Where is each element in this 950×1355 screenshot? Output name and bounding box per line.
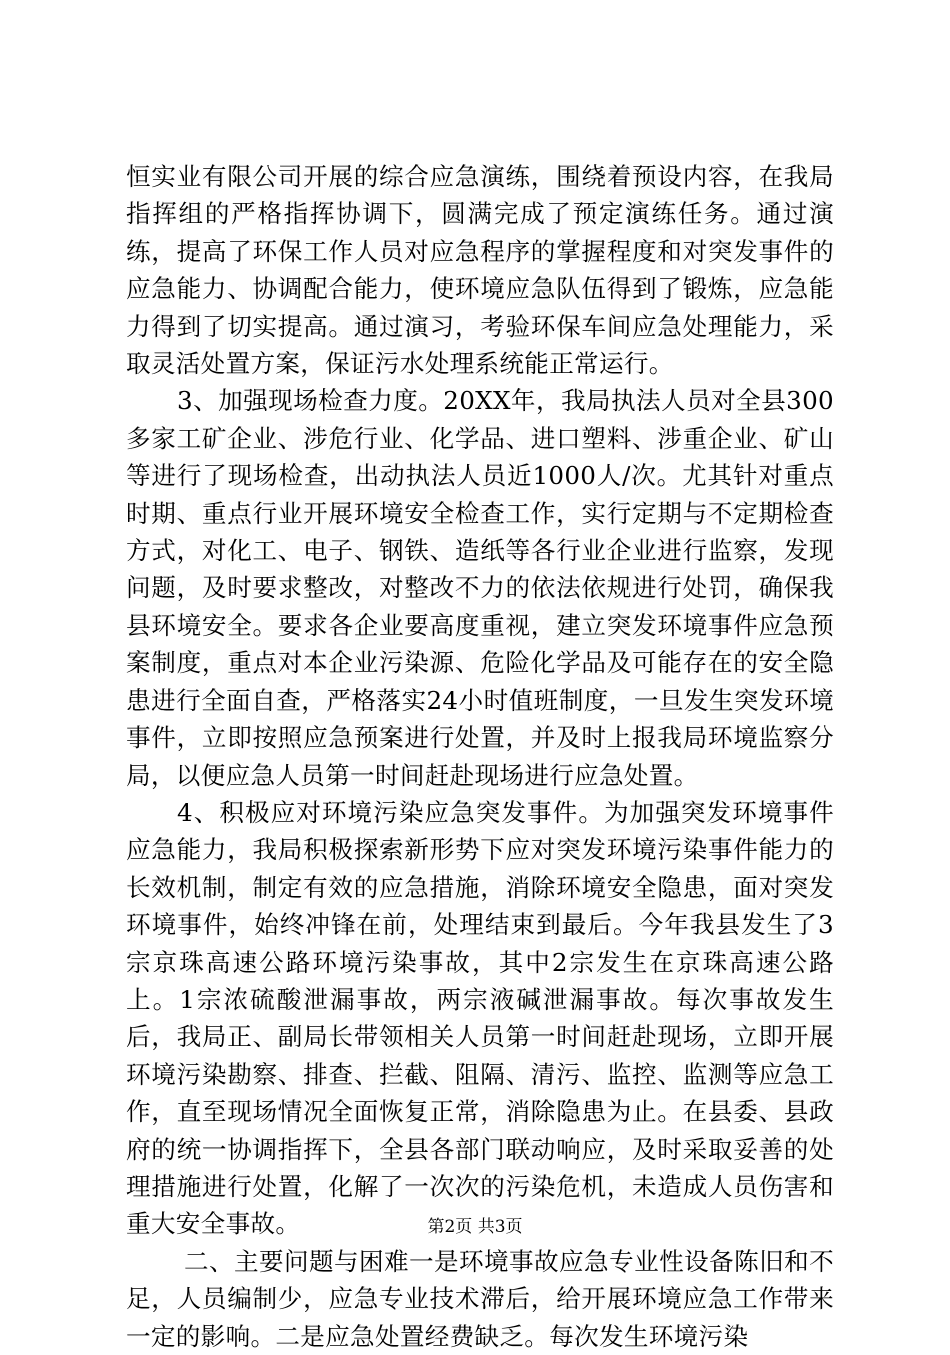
paragraph-continuation: 恒实业有限公司开展的综合应急演练，围绕着预设内容，在我局指挥组的严格指挥协调下，圆满完成了预定演练任务。通过演练，提高了环保工作人员对应急程序的掌握程度和对突发事件的应急能力、协调配合能力，使环境应急队伍得到了锻炼，应急能力得到了切实提高。通过演习，考验环保车间应急处理能力，采取灵活处置方案，保证污水处理系统能正常运行。 xyxy=(126,162,834,379)
page-footer: 第2页 共3页 xyxy=(427,1217,523,1237)
paragraph-section-2: 二、主要问题与困难一是环境事故应急专业性设备陈旧和不足，人员编制少，应急专业技术滞后，给开展环境应急工作带来一定的影响。二是应急处置经费缺乏。每次发生环境污染 xyxy=(126,1246,834,1351)
paragraph-item-3: 3、加强现场检查力度。20XX年，我局执法人员对全县300多家工矿企业、涉危行业、化学品、进口塑料、涉重企业、矿山等进行了现场检查，出动执法人员近1000人/次。尤其针对重点时期、重点行业开展环境安全检查工作，实行定期与不定期检查方式，对化工、电子、钢铁、造纸等各行业企业进行监察，发现问题，及时要求整改，对整改不力的依法依规进行处罚，确保我县环境安全。要求各企业要高度重视，建立突发环境事件应急预案制度，重点对本企业污染源、危险化学品及可能存在的安全隐患进行全面自查，严格落实24小时值班制度，一旦发生突发环境事件，立即按照应急预案进行处置，并及时上报我局环境监察分局，以便应急人员第一时间赶赴现场进行应急处置。 xyxy=(126,386,834,790)
paragraph-item-4: 4、积极应对环境污染应急突发事件。为加强突发环境事件应急能力，我局积极探索新形势下应对突发环境污染事件能力的长效机制，制定有效的应急措施，消除环境安全隐患，面对突发环境事件，始终冲锋在前，处理结束到最后。今年我县发生了3宗京珠高速公路环境污染事故，其中2宗发生在京珠高速公路上。1宗浓硫酸泄漏事故，两宗液碱泄漏事故。每次事故发生后，我局正、副局长带领相关人员第一时间赶赴现场，立即开展环境污染勘察、排查、拦截、阻隔、清污、监控、监测等应急工作，直至现场情况全面恢复正常，消除隐患为止。在县委、县政府的统一协调指挥下，全县各部门联动响应，及时采取妥善的处理措施进行处置，化解了一次次的污染危机，未造成人员伤害和重大安全事故。 xyxy=(126,797,834,1239)
document-body xyxy=(126,158,834,1355)
